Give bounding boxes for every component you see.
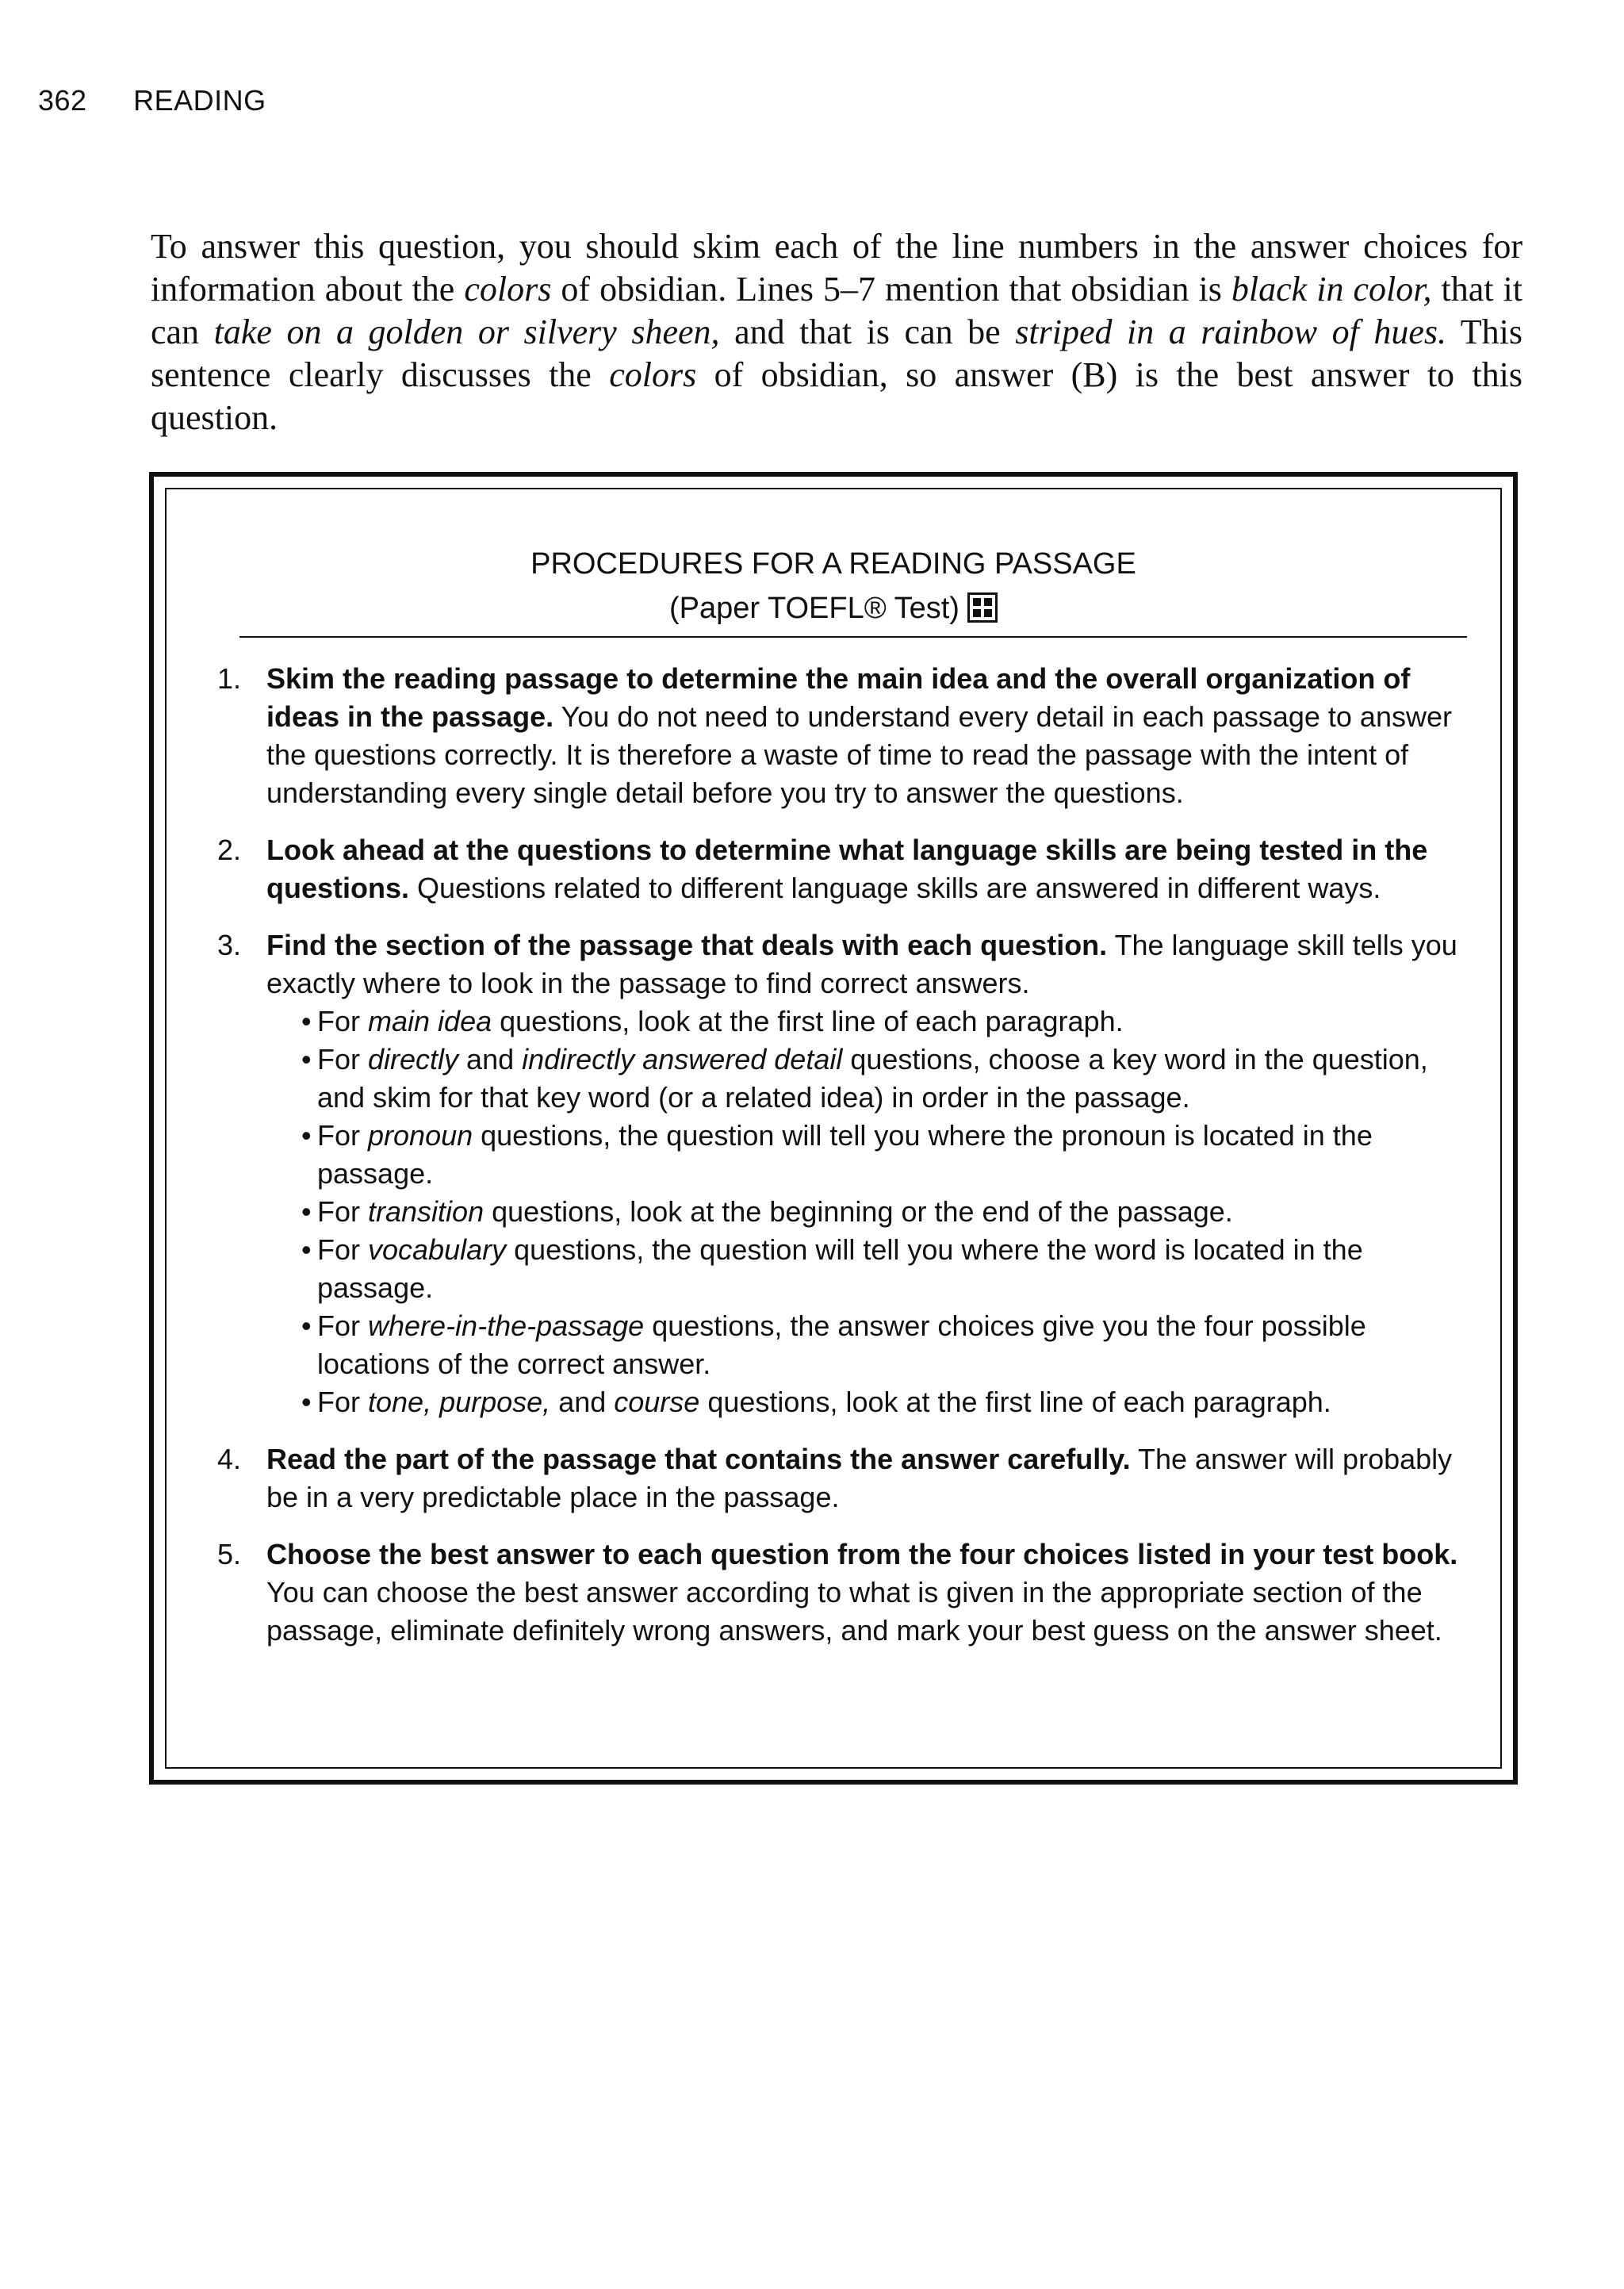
intro-text: of obsidian, so answer (B) is the best answer to this question. (151, 355, 1522, 437)
page-number: 362 (38, 84, 87, 117)
step-number: 4. (217, 1443, 242, 1475)
list-item (217, 926, 1465, 1421)
step-text: You can choose the best answer according to what is given in the appropriate section of the passage, eliminate definitely wrong answers, and mark your best guess on the answer sheet. (266, 1576, 1442, 1647)
paper-test-icon (967, 592, 998, 623)
step-heading: Skim the reading passage to determine the main idea and the overall organization of ideas in the passage. (266, 662, 1411, 733)
intro-emphasis: black in color, (1231, 270, 1432, 309)
step-text: The answer will probably be in a very predictable place in the passage. (266, 1443, 1453, 1513)
step-number: 3. (217, 929, 242, 961)
list-item (217, 1536, 1465, 1650)
title-divider (239, 636, 1467, 638)
list-item (217, 1440, 1465, 1516)
step-number: 2. (217, 834, 242, 866)
intro-text: To answer this question, you should skim each of the line numbers in the answer choices for information about the (151, 227, 1522, 309)
bullet-item: • For tone, purpose, and course questions, look at the first line of each paragraph. (301, 1386, 1331, 1418)
procedures-box-inner (165, 488, 1502, 1769)
step-heading: Find the section of the passage that deals with each question. (266, 929, 1108, 961)
list-item (217, 831, 1465, 907)
running-head (38, 84, 266, 117)
box-title-line2 (167, 586, 1500, 631)
intro-text: of obsidian. Lines 5–7 mention that obsidian is (551, 270, 1231, 309)
step-heading: Choose the best answer to each question from the four choices listed in your test book. (266, 1538, 1458, 1570)
bullet-item: • For where-in-the-passage questions, the answer choices give you the four possible locations of the correct answer. (301, 1309, 1366, 1380)
step-text: You do not need to understand every detail in each passage to answer the questions correctly. It is therefore a waste of time to read the passage with the intent of understanding every single detail before you try to answer the questions. (266, 700, 1452, 809)
bullet-item: • For vocabulary questions, the question will tell you where the word is located in the passage. (301, 1233, 1363, 1304)
box-title-line1: PROCEDURES FOR A READING PASSAGE (530, 547, 1136, 581)
box-subtitle: (Paper TOEFL® Test) (669, 592, 959, 625)
step-text: Questions related to different language skills are answered in different ways. (409, 872, 1381, 904)
bullet-item: • For pronoun questions, the question will tell you where the pronoun is located in the passage. (301, 1119, 1373, 1190)
intro-text: that it can (151, 270, 1522, 351)
intro-emphasis: colors (464, 270, 552, 309)
section-title: READING (133, 84, 266, 117)
intro-emphasis: colors (609, 355, 697, 394)
intro-paragraph (151, 225, 1522, 439)
bullet-item: • For directly and indirectly answered detail questions, choose a key word in the question, and skim for that key word (or a related idea) in order in the passage. (301, 1043, 1428, 1114)
intro-emphasis: striped in a rainbow of hues. (1015, 312, 1447, 351)
intro-text: This sentence clearly discusses the (151, 312, 1522, 394)
box-title (167, 542, 1500, 631)
step-heading: Look ahead at the questions to determine what language skills are being tested in the questions. (266, 834, 1428, 904)
step-number: 5. (217, 1538, 242, 1570)
intro-emphasis: take on a golden or silvery sheen, (213, 312, 720, 351)
step-heading: Read the part of the passage that contains the answer carefully. (266, 1443, 1131, 1475)
bullet-item: • For transition questions, look at the beginning or the end of the passage. (301, 1195, 1233, 1228)
step-number: 1. (217, 662, 242, 695)
intro-text: and that is can be (719, 312, 1016, 351)
list-item (217, 660, 1465, 812)
procedures-list (217, 660, 1465, 1669)
bullet-item: • For main idea questions, look at the first line of each paragraph. (301, 1005, 1124, 1037)
step-text: The language skill tells you exactly where to look in the passage to find correct answers. (266, 929, 1457, 999)
question-type-bullets (266, 1003, 1465, 1421)
procedures-box (149, 472, 1518, 1785)
